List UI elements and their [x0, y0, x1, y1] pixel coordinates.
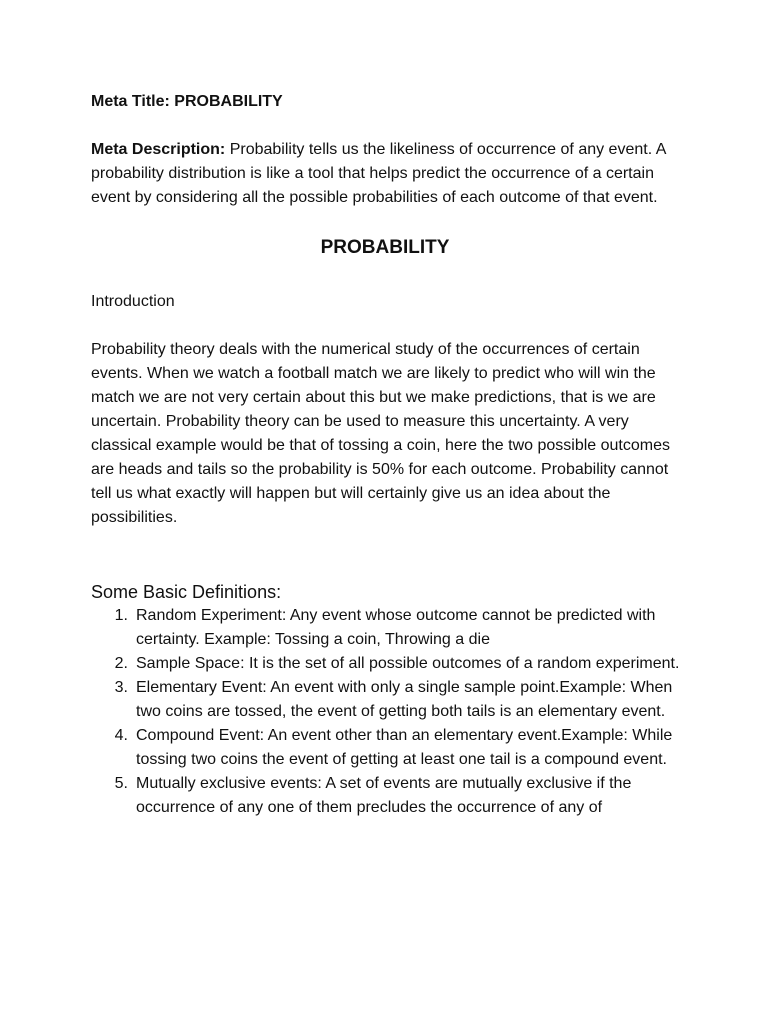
section-label-introduction: Introduction: [91, 293, 175, 310]
list-item: [91, 724, 691, 772]
list-item: [91, 772, 691, 820]
list-item: [91, 652, 691, 676]
meta-description: [91, 138, 691, 210]
meta-title-value: PROBABILITY: [174, 93, 283, 110]
meta-description-key: Meta Description:: [91, 141, 226, 158]
list-item-text: Random Experiment: Any event whose outcome cannot be predicted with certainty. Example: Tossing a coin, Throwing a die: [136, 607, 656, 648]
list-item-number: 2.: [114, 655, 128, 672]
meta-title-key: Meta Title:: [91, 93, 170, 110]
definitions-list: [91, 604, 691, 820]
meta-title: [91, 90, 691, 114]
document-page: [91, 90, 691, 820]
definitions-heading: Some Basic Definitions:: [91, 582, 282, 602]
list-item-number: 5.: [114, 775, 128, 792]
list-item-text: Sample Space: It is the set of all possible outcomes of a random experiment.: [136, 655, 680, 672]
meta-description-value: Probability tells us the likeliness of occurrence of any event. A probability distribution is like a tool that helps predict the occurrence of a certain event by considering all the possible probabilities of each outcome of that event.: [91, 141, 666, 206]
list-item: [91, 604, 691, 652]
intro-paragraph: Probability theory deals with the numerical study of the occurrences of certain events. When we watch a football match we are likely to predict who will win the match we are not very certain about this but we make predictions, that is we are uncertain. Probability theory can be used to measure this uncertainty. A very classical example would be that of tossing a coin, here the two possible outcomes are heads and tails so the probability is 50% for each outcome. Probability cannot tell us what exactly will happen but will certainly give us an idea about the possibilities.: [91, 341, 670, 526]
document-title: PROBABILITY: [320, 237, 450, 258]
list-item-text: Elementary Event: An event with only a single sample point.Example: When two coins are tossed, the event of getting both tails is an elementary event.: [136, 679, 673, 720]
list-item-number: 3.: [114, 679, 128, 696]
list-item-number: 4.: [114, 727, 128, 744]
list-item-text: Mutually exclusive events: A set of events are mutually exclusive if the occurrence of any one of them precludes the occurrence of any of: [136, 775, 632, 816]
list-item-text: Compound Event: An event other than an elementary event.Example: While tossing two coins the event of getting at least one tail is a compound event.: [136, 727, 673, 768]
list-item-number: 1.: [114, 607, 128, 624]
list-item: [91, 676, 691, 724]
